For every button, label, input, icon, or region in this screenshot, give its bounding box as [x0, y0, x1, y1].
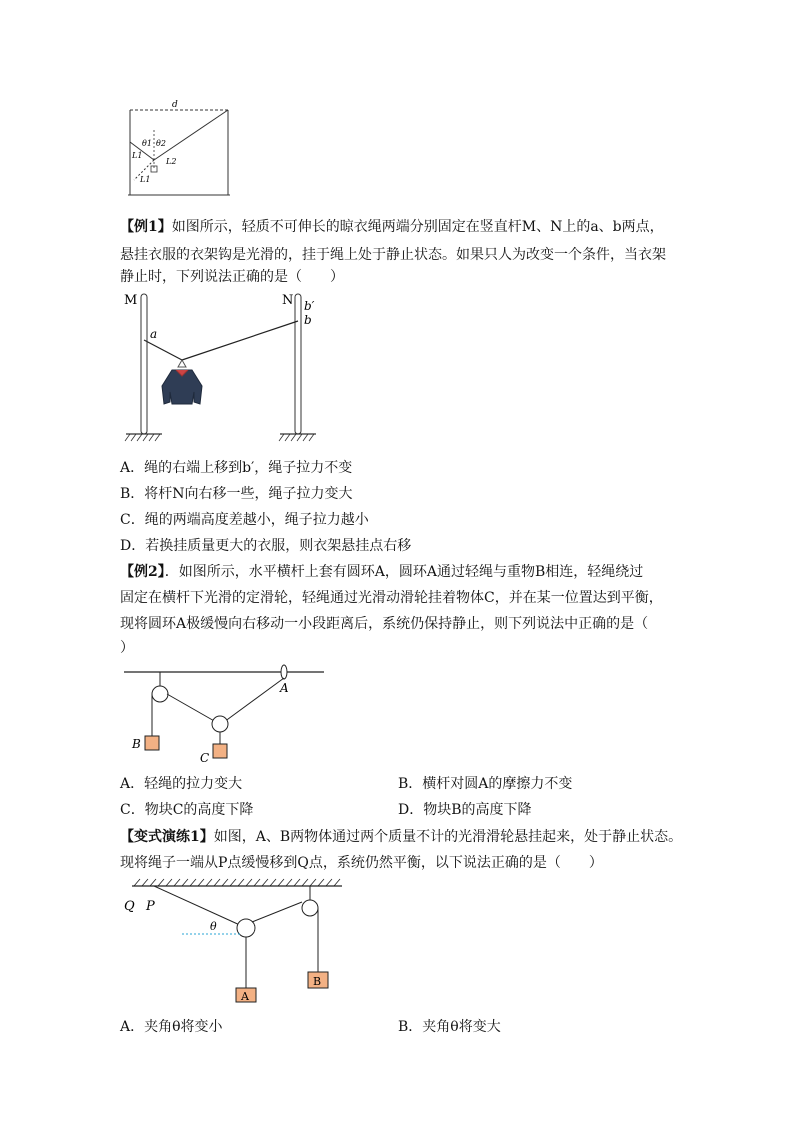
label-A: A — [280, 681, 289, 695]
rope-long — [154, 110, 228, 160]
label-block-A: A — [241, 990, 249, 1003]
ex3-tag: 【变式演练1】 — [120, 829, 214, 845]
ex1-tag: 【例1】 — [120, 219, 172, 235]
ex1-option-c[interactable]: C．绳的两端高度差越小，绳子拉力越小 — [120, 512, 369, 528]
fixed-pulley-3 — [302, 900, 318, 916]
pole-N — [295, 294, 301, 434]
ex2-line1: 【例2】．如图所示，水平横杆上套有圆环A，圆环A通过轻绳与重物B相连，轻绳绕过 — [120, 564, 644, 580]
ex1-option-d[interactable]: D．若换挂质量更大的衣服，则衣架悬挂点右移 — [120, 538, 412, 554]
label-B: B — [132, 737, 141, 751]
rope-right — [182, 321, 298, 360]
ex1-option-b[interactable]: B．将杆N向右移一些，绳子拉力变大 — [120, 486, 353, 502]
fixed-pulley — [152, 686, 168, 702]
label-L1a: L1 — [132, 151, 143, 160]
rope-P-to-pulley — [154, 886, 242, 926]
ring-A — [281, 665, 287, 679]
ex3-line1: 【变式演练1】如图，A、B两物体通过两个质量不计的光滑滑轮悬挂起来，处于静止状态。 — [120, 829, 683, 845]
label-L2: L2 — [166, 157, 177, 166]
block-C — [213, 744, 227, 758]
label-P: P — [146, 899, 155, 914]
ex3-line2: 现将绳子一端从P点缓慢移到Q点，系统仍然平衡，以下说法正确的是（ ） — [120, 855, 603, 871]
label-a: a — [150, 327, 158, 341]
ground-N-hatch — [279, 434, 314, 441]
pole-M — [141, 294, 147, 434]
moving-pulley — [212, 716, 228, 732]
ex3-option-a[interactable]: A．夹角θ将变小 — [120, 1019, 223, 1035]
figure-3 — [120, 876, 350, 1008]
ex1-line3: 静止时，下列说法正确的是（ ） — [120, 269, 344, 285]
ceiling-hatch — [134, 879, 340, 886]
rope-left-slope — [167, 694, 216, 722]
ex1-line2: 悬挂衣服的衣架钩是光滑的，挂于绳上处于静止状态。如果只人为改变一个条件，当衣架 — [120, 247, 666, 263]
figure-1 — [120, 290, 330, 450]
label-Q: Q — [124, 899, 135, 914]
ex2-line3: 现将圆环A极缓慢向右移动一小段距离后，系统仍保持静止，则下列说法中正确的是（ — [120, 616, 649, 632]
label-b: b — [304, 313, 312, 327]
rope-left — [144, 340, 182, 360]
figure-2 — [120, 658, 330, 768]
label-bp: b′ — [304, 299, 315, 313]
label-M: M — [124, 293, 138, 308]
ground-M-hatch — [125, 434, 160, 441]
ex3-option-b[interactable]: B．夹角θ将变大 — [398, 1019, 501, 1035]
ex2-line4: ） — [120, 640, 134, 656]
hanger-hook — [178, 360, 186, 367]
label-theta: θ — [210, 920, 217, 933]
label-N: N — [282, 293, 294, 308]
rope-right-slope — [224, 678, 284, 722]
label-theta1: θ1 — [142, 139, 152, 148]
ex1-line1: 【例1】如图所示，轻质不可伸长的晾衣绳两端分别固定在竖直杆M、N上的a、b两点， — [120, 219, 664, 235]
figure-0 — [120, 100, 240, 200]
ex2-tag: 【例2】 — [120, 564, 165, 580]
label-block-B: B — [313, 975, 322, 988]
ex2-option-a[interactable]: A．轻绳的拉力变大 — [120, 776, 243, 792]
block-B — [145, 736, 159, 750]
label-theta2: θ2 — [156, 139, 166, 148]
ex2-option-c[interactable]: C．物块C的高度下降 — [120, 802, 254, 818]
label-C: C — [200, 751, 210, 765]
label-d: d — [172, 100, 178, 110]
label-L1b: L1 — [140, 175, 151, 184]
ex2-option-d[interactable]: D．物块B的高度下降 — [398, 802, 532, 818]
ex2-line2: 固定在横杆下光滑的定滑轮，轻绳通过光滑动滑轮挂着物体C，并在某一位置达到平衡， — [120, 590, 663, 606]
ex1-option-a[interactable]: A．绳的右端上移到b′，绳子拉力不变 — [120, 460, 353, 476]
rope-pulley-to-fixed — [252, 902, 302, 922]
ex2-option-b[interactable]: B．横杆对圆A的摩擦力不变 — [398, 776, 573, 792]
